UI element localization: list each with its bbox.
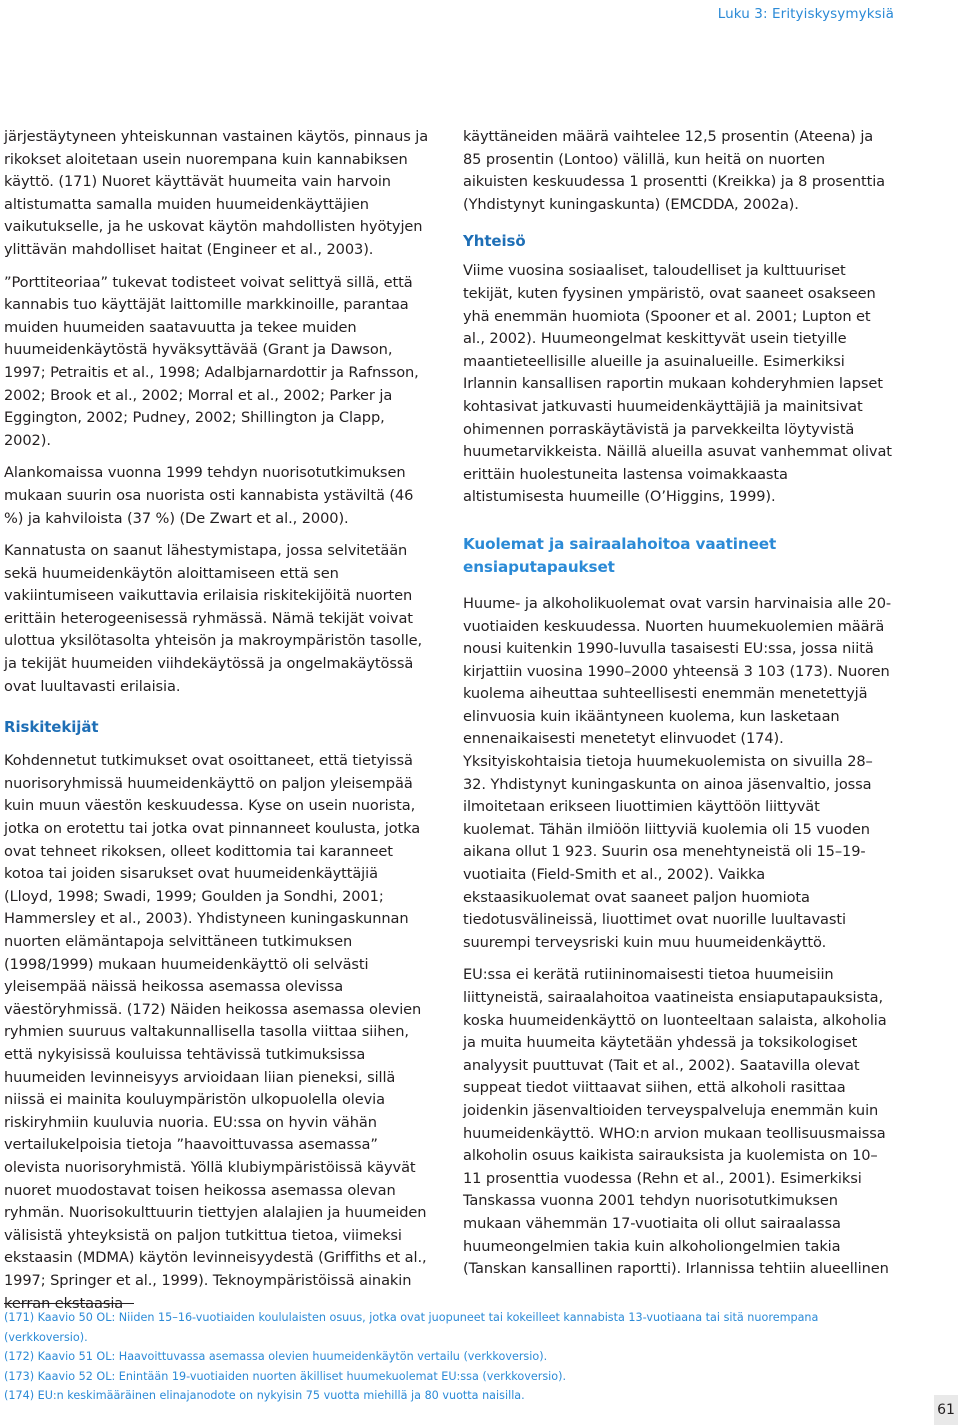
left-paragraph-5: Kohdennetut tutkimukset ovat osoittaneet, että tietyissä nuorisoryhmissä huumeidenkäyttö on paljon yleisempää kuin muun väestön keskuudessa. Kyse on usein nuorista, jotka on erotettu tai jotka ovat pinnanneet koulusta, jotka ovat tehneet rikoksen, olleet kodittomia tai karanneet kotoa tai joiden sisarukset ovat huumeidenkäyttäjiä (Lloyd, 1998; Swadi, 1999; Goulden ja Sondhi, 2001; Hammersley et al., 2003). Yhdistyneen kuningaskunnan nuorten elämäntapoja selvittäneen tutkimuksen (1998/1999) mukaan huumeidenkäyttö oli selvästi yleisempää näissä heikossa asemassa olevissa väestöryhmissä. (172) Näiden heikossa asemassa olevien ryhmien suuruus valtakunnallisella tasolla viittaa siihen, että nykyisissä kouluissa tehtävissä tutkimuksissa huumeiden levinneisyys arvioidaan liian pieneksi, sillä niissä ei mainita kouluympäristön ulkopuolella olevia riskiryhmiin kuuluvia nuoria. EU:ssa on hyvin vähän vertailukelpoisia tietoja ”haavoittuvassa asemassa” olevista nuorisoryhmistä. Yöllä klubiympäristöissä käyvät nuoret muodostavat toisen heikossa asemassa olevan ryhmän. Nuorisokulttuurin tiettyjen alalajien ja huumeiden välisistä yhteyksistä on paljon tutkittua tietoa, viimeksi ekstaasin (MDMA) käytön levinneisyydestä (Griffiths et al., 1997; Springer et al., 1999). Teknoympäristöissä ainakin kerran ekstaasia <box>4 752 427 1312</box>
left-paragraph-2: ”Porttiteoriaa” tukevat todisteet voivat selittyä sillä, että kannabis tuo käyttäjät laittomille markkinoille, parantaa muiden huumeiden saatavuutta ja tekee muiden huumeidenkäytöstä hyväksyttävää (Grant ja Dawson, 1997; Petraitis et al., 1998; Adalbjarnardottir ja Rafnsson, 2002; Brook et al., 2002; Morral et al., 2002; Parker ja Eggington, 2002; Pudney, 2002; Shillington ja Clapp, 2002). <box>4 273 419 449</box>
footnote-174: (174) EU:n keskimääräinen elinajanodote on nykyisin 75 vuotta miehillä ja 80 vuotta naisilla. <box>4 1389 525 1403</box>
footnote-172: (172) Kaavio 51 OL: Haavoittuvassa asemassa olevien huumeidenkäytön vertailu (verkkoversio). <box>4 1350 548 1364</box>
page-number: 61 <box>934 1395 958 1425</box>
footnotes <box>4 1308 884 1406</box>
right-column <box>463 126 893 1291</box>
heading-community: Yhteisö <box>463 232 526 251</box>
heading-deaths: Kuolemat ja sairaalahoitoa vaatineet ensiaputapaukset <box>463 534 777 576</box>
right-paragraph-3: Huume- ja alkoholikuolemat ovat varsin harvinaisia alle 20-vuotiaiden keskuudessa. Nuorten huumekuolemien määrä nousi kuitenkin 1990-luvulla tasaisesti EU:ssa, jossa niitä kirjattiin vuosina 1990–2000 yhteensä 3 103 (173). Nuoren kuolema aiheuttaa suhteellisesti enemmän menetettyjä elinvuosia kuin ikääntyneen kuolema, kun lasketaan ennenaikaisesti menetetyt elinvuodet (174). Yksityiskohtaisia tietoja huumekuolemista on sivuilla 28–32. Yhdistynyt kuningaskunta on ainoa jäsenvaltio, jossa ilmoitetaan erikseen liuottimien käyttöön liittyvät kuolemat. Tähän ilmiöön liittyviä kuolemia oli 15 vuoden aikana ollut 1 923. Suurin osa menehtyneistä oli 15–19-vuotiaita (Field-Smith et al., 2002). Vaikka ekstaasikuolemat ovat saaneet paljon huomiota tiedotusvälineissä, liuottimet ovat nuorille luultavasti suurempi terveysriski kuin muu huumeidenkäyttö. <box>463 594 892 951</box>
right-paragraph-2: Viime vuosina sosiaaliset, taloudelliset ja kulttuuriset tekijät, kuten fyysinen ympäristö, ovat saaneet osakseen yhä enemmän huomiota (Spooner et al. 2001; Lupton et al., 2002). Huumeongelmat keskittyvät usein tietyille maantieteellisille alueille ja asuinalueille. Esimerkiksi Irlannin kansallisen raportin mukaan kohderyhmien lapset kohtasivat jatkuvasti huumeidenkäyttäjiä ja mainitsivat ohimennen porraskäytävistä ja parvekkeilta löytyvistä huumetarvikkeista. Näillä alueilla asuvat vanhemmat olivat erittäin huolestuneita lastensa voimakkaasta altistumisesta huumeille (O’Higgins, 1999). <box>463 262 892 506</box>
left-paragraph-4: Kannatusta on saanut lähestymistapa, jossa selvitetään sekä huumeidenkäytön aloittamiseen että sen vakiintumiseen vaikuttavia erilaisia riskitekijöitä nuorten erittäin heterogeenisessä ryhmässä. Nämä tekijät voivat ulottua yksilötasolta yhteisön ja makroympäristön tasolle, ja tekijät huumeiden viihdekäytössä ja ongelmakäytössä ovat luultavasti erilaisia. <box>4 542 423 695</box>
heading-risk-factors: Riskitekijät <box>4 718 99 737</box>
left-column <box>4 126 429 1325</box>
left-paragraph-1: järjestäytyneen yhteiskunnan vastainen käytös, pinnaus ja rikokset aloitetaan usein nuorempana kuin kannabiksen käyttö. (171) Nuoret käyttävät huumeita vain harvoin altistumatta samalla muiden huumeidenkäyttäjien vaikutukselle, ja he uskovat käytön mahdollisten hyötyjen ylittävän mahdolliset haitat (Engineer et al., 2003). <box>4 128 429 258</box>
running-head: Luku 3: Erityiskysymyksiä <box>717 6 894 22</box>
footnote-divider <box>4 1303 134 1304</box>
left-paragraph-3: Alankomaissa vuonna 1999 tehdyn nuorisotutkimuksen mukaan suurin osa nuorista osti kannabista ystäviltä (46 %) ja kahviloista (37 %) (De Zwart et al., 2000). <box>4 464 414 527</box>
footnote-171: (171) Kaavio 50 OL: Niiden 15–16-vuotiaiden koululaisten osuus, jotka ovat juopuneet tai kokeilleet kannabista 13-vuotiaana tai sitä nuorempana (verkkoversio). <box>4 1311 819 1344</box>
footnote-173: (173) Kaavio 52 OL: Enintään 19-vuotiaiden nuorten äkilliset huumekuolemat EU:ssa (verkkoversio). <box>4 1369 567 1383</box>
right-paragraph-1: käyttäneiden määrä vaihtelee 12,5 prosentin (Ateena) ja 85 prosentin (Lontoo) välillä, kun heitä on nuorten aikuisten keskuudessa 1 prosentti (Kreikka) ja 8 prosenttia (Yhdistynyt kuningaskunta) (EMCDDA, 2002a). <box>463 128 886 213</box>
right-paragraph-4: EU:ssa ei kerätä rutiininomaisesti tietoa huumeisiin liittyneistä, sairaalahoitoa vaatineista ensiaputapauksista, koska huumeidenkäyttö on luonteeltaan salaista, alkoholia ja muita huumeita käytetään yhdessä ja toksikologiset analyysit puuttuvat (Tait et al., 2002). Saatavilla olevat suppeat tiedot viittaavat siihen, että alkoholi rasittaa joidenkin jäsenvaltioiden terveyspalveluja enemmän kuin huumeidenkäyttö. WHO:n arvion mukaan teollisuusmaissa alkoholin osuus kaikista sairauksista ja kuolemista on 10–11 prosenttia vuodessa (Rehn et al., 2001). Esimerkiksi Tanskassa vuonna 2001 tehdyn nuorisotutkimuksen mukaan vähemmän 17-vuotiaita oli ollut sairaalassa huumeongelmien takia kuin alkoholiongelmien takia (Tanskan kansallinen raportti). Irlannissa tehtiin alueellinen <box>463 966 889 1278</box>
